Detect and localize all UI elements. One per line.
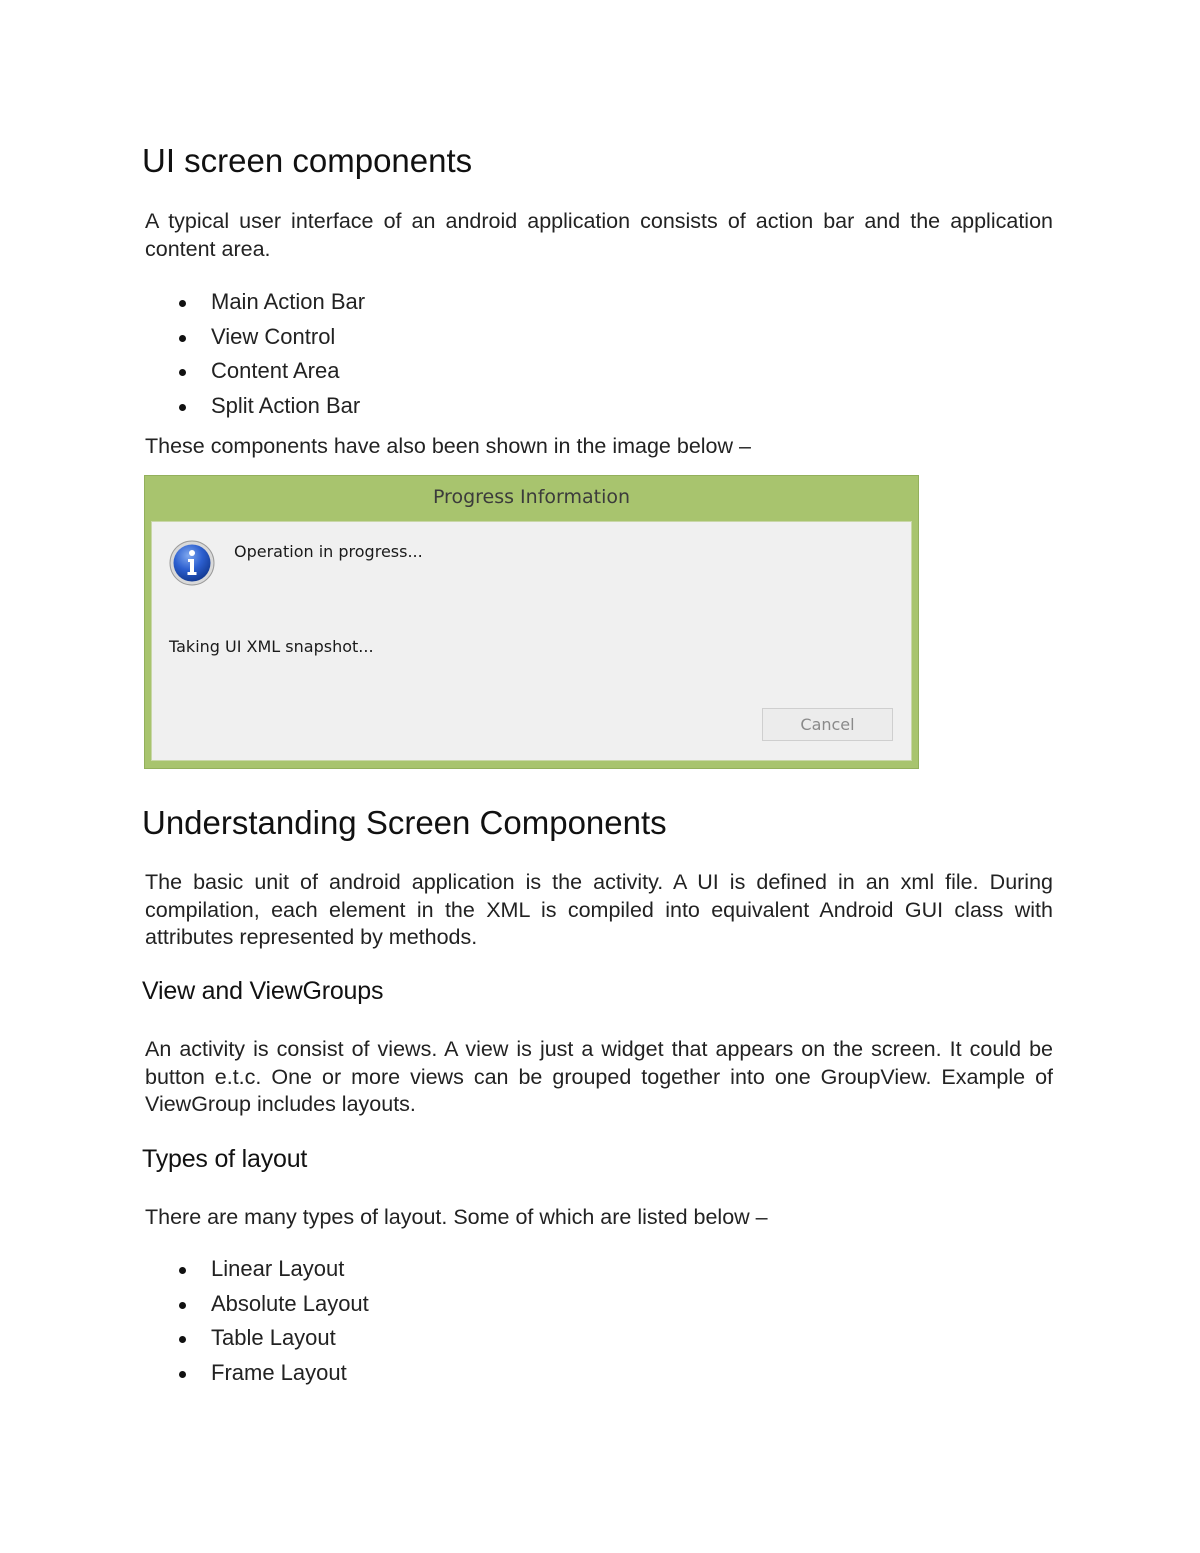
list-item: Frame Layout bbox=[145, 1356, 369, 1391]
dialog-title: Progress Information bbox=[432, 486, 631, 508]
section-title-understanding-screen-components: Understanding Screen Components bbox=[142, 804, 667, 841]
section-title-ui-screen-components: UI screen components bbox=[142, 142, 473, 179]
layouts-intro: There are many types of layout. Some of which are listed below – bbox=[145, 1205, 768, 1229]
dialog-task-status: Taking UI XML snapshot... bbox=[169, 637, 374, 656]
list-item: Table Layout bbox=[145, 1321, 369, 1356]
list-item: Content Area bbox=[145, 354, 365, 389]
components-list bbox=[145, 285, 365, 424]
dialog-body bbox=[151, 521, 912, 761]
section-title-types-of-layout: Types of layout bbox=[142, 1145, 308, 1173]
image-caption: These components have also been shown in the image below – bbox=[145, 434, 751, 458]
activity-paragraph: The basic unit of android application is the activity. A UI is defined in an xml file. During compilation, each element in the XML is compiled into equivalent Android GUI class with attributes represented by methods. bbox=[145, 870, 1053, 949]
intro-paragraph: A typical user interface of an android application consists of action bar and the application content area. bbox=[145, 209, 1053, 261]
dialog-message: Operation in progress... bbox=[234, 542, 423, 561]
list-item: View Control bbox=[145, 320, 365, 355]
section-title-view-and-viewgroups: View and ViewGroups bbox=[142, 977, 384, 1005]
layouts-list bbox=[145, 1252, 369, 1391]
progress-dialog-screenshot bbox=[144, 475, 919, 769]
list-item: Absolute Layout bbox=[145, 1287, 369, 1322]
info-icon bbox=[169, 540, 215, 586]
list-item: Linear Layout bbox=[145, 1252, 369, 1287]
list-item: Main Action Bar bbox=[145, 285, 365, 320]
cancel-button[interactable]: Cancel bbox=[762, 708, 893, 741]
views-paragraph: An activity is consist of views. A view is just a widget that appears on the screen. It could be button e.t.c. One or more views can be grouped together into one GroupView. Example of ViewGroup includes layouts. bbox=[145, 1037, 1053, 1116]
list-item: Split Action Bar bbox=[145, 389, 365, 424]
